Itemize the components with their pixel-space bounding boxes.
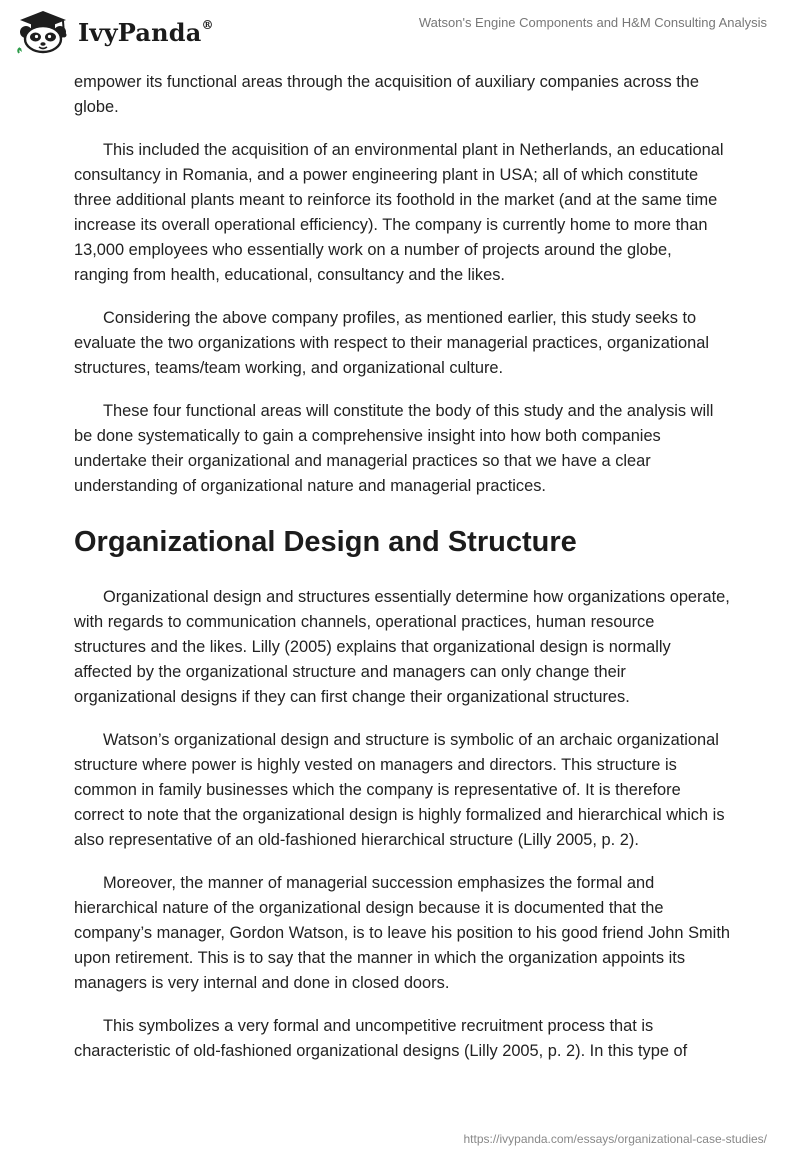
section-heading: Organizational Design and Structure [74, 526, 577, 558]
source-url[interactable]: https://ivypanda.com/essays/organizational-case-studies/ [463, 1132, 767, 1146]
document-title: Watson's Engine Components and H&M Consulting Analysis [418, 15, 767, 30]
registered-mark: ® [201, 18, 214, 32]
ivypanda-logo[interactable] [14, 8, 214, 54]
essay-body [74, 70, 730, 1082]
logo-name: IvyPanda [78, 18, 202, 47]
paragraph: This symbolizes a very formal and uncompetitive recruitment process that is characteristic of old-fashioned organizational designs (Lilly 2005, p. 2). In this type of [74, 1017, 688, 1060]
page-header [0, 0, 800, 70]
paragraph-continued: empower its functional areas through the acquisition of auxiliary companies across the globe. [74, 73, 699, 116]
panda-graduation-cap-icon [14, 8, 72, 54]
paragraph: Organizational design and structures essentially determine how organizations operate, with regards to communication channels, operational practices, human resource structures and the likes. Lilly (2005) explains that organizational design is normally affected by the organizational structure and managers can only change their organizational designs if they can first change their organizational structures. [74, 588, 730, 706]
paragraph: This included the acquisition of an environmental plant in Netherlands, an educational consultancy in Romania, and a power engineering plant in USA; all of which constitute three additional plants meant to reinforce its foothold in the market (and at the same time increase its overall operational efficiency). The company is currently home to more than 13,000 employees who essentially work on a number of projects around the globe, ranging from health, educational, consultancy and the likes. [74, 141, 724, 284]
paragraph: Considering the above company profiles, as mentioned earlier, this study seeks to evaluate the two organizations with respect to their managerial practices, organizational structures, teams/team working, and organizational culture. [74, 309, 710, 377]
logo-wordmark [78, 18, 214, 47]
paragraph: Watson’s organizational design and structure is symbolic of an archaic organizational structure where power is highly vested on managers and directors. This structure is common in family businesses which the company is representative of. It is therefore correct to note that the organizational design is highly formalized and hierarchical which is also representative of an old-fashioned hierarchical structure (Lilly 2005, p. 2). [74, 731, 725, 849]
paragraph: These four functional areas will constitute the body of this study and the analysis will be done systematically to gain a comprehensive insight into how both companies undertake their organizational and managerial practices so that we have a clear understanding of organizational nature and managerial practices. [74, 402, 714, 495]
paragraph: Moreover, the manner of managerial succession emphasizes the formal and hierarchical nature of the organizational design because it is documented that the company’s manager, Gordon Watson, is to leave his position to his good friend John Smith upon retirement. This is to say that the manner in which the organization appoints its managers is very internal and done in closed doors. [74, 874, 730, 992]
